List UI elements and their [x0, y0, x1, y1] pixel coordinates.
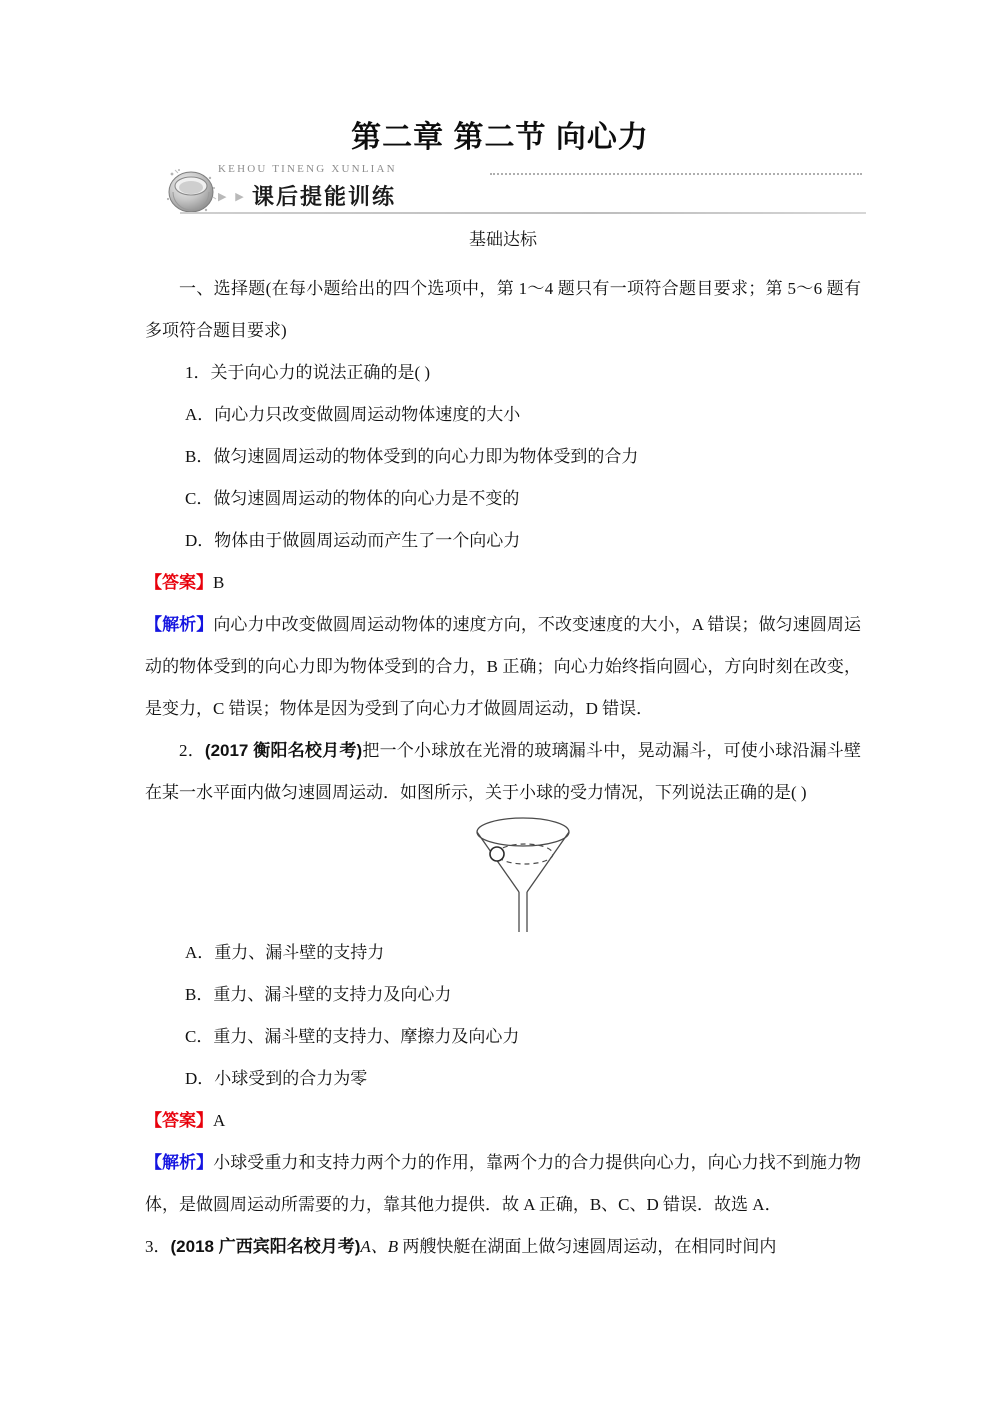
question-2-answer: [145, 1100, 861, 1142]
section-heading: 基础达标: [469, 230, 537, 249]
banner-divider: [180, 212, 866, 214]
question-2-option-d: D．小球受到的合力为零: [185, 1069, 368, 1088]
question-2-stem: [145, 730, 861, 814]
funnel-figure: [145, 814, 861, 932]
instructions-paragraph: 一、选择题(在每小题给出的四个选项中，第 1～4 题只有一项符合题目要求；第 5～6 题有多项符合题目要求): [145, 279, 861, 340]
question-1-option-d: D．物体由于做圆周运动而产生了一个向心力: [185, 531, 521, 550]
question-3-source: (2018 广西宾阳名校月考): [170, 1237, 361, 1256]
solution-label: 【解析】: [145, 1153, 214, 1172]
answer-value: B: [213, 573, 225, 592]
question-1-option-b: B．做匀速圆周运动的物体受到的向心力即为物体受到的合力: [185, 447, 639, 466]
solution-label: 【解析】: [145, 615, 214, 634]
question-2-option-b: B．重力、漏斗壁的支持力及向心力: [185, 985, 452, 1004]
question-2-source: (2017 衡阳名校月考): [204, 741, 363, 760]
answer-label: 【答案】: [145, 1111, 213, 1130]
question-2-number: 2．: [179, 741, 205, 760]
question-1-option-c: C．做匀速圆周运动的物体的向心力是不变的: [185, 489, 520, 508]
solution-text: 向心力中改变做圆周运动物体的速度方向，不改变速度的大小，A 错误；做匀速圆周运动的物体受到的向心力即为物体受到的合力，B 正确；向心力始终指向圆心，方向时刻在改变，是变力，C 错误；物体是因为受到了向心力才做圆周运动，D 错误．: [145, 615, 862, 718]
question-1-solution: [145, 604, 861, 730]
page-title: 第二章 第二节 向心力: [351, 121, 649, 154]
question-1-answer: [145, 562, 861, 604]
question-2-solution: [145, 1142, 861, 1226]
question-3-number: 3．: [145, 1237, 171, 1256]
solution-text: 小球受重力和支持力两个力的作用，靠两个力的合力提供向心力，向心力找不到施力物体，是做圆周运动所需要的力，靠其他力提供．故 A 正确，B、C、D 错误．故选 A．: [145, 1153, 862, 1214]
question-1-stem: 1．关于向心力的说法正确的是( ): [185, 363, 431, 382]
sphere-decoration-icon: [164, 166, 220, 216]
funnel-with-ball-diagram: [463, 814, 583, 932]
question-3-text: 两艘快艇在湖面上做匀速圆周运动，在相同时间内: [398, 1237, 777, 1256]
question-2-option-c: C．重力、漏斗壁的支持力、摩擦力及向心力: [185, 1027, 520, 1046]
question-2-option-a: A．重力、漏斗壁的支持力: [185, 943, 385, 962]
answer-label: 【答案】: [145, 573, 213, 592]
question-3-stem: [145, 1226, 861, 1268]
banner-pinyin-text: KEHOU TINENG XUNLIAN: [218, 163, 397, 175]
exercise-content: [145, 226, 861, 1268]
question-1-option-a: A．向心力只改变做圆周运动物体速度的大小: [185, 405, 521, 424]
banner-title: 课后提能训练: [252, 184, 397, 209]
banner-arrow-icon: ▶ ▶: [218, 191, 247, 203]
section-banner: [160, 160, 866, 218]
question-2-text: 把一个小球放在光滑的玻璃漏斗中，晃动漏斗，可使小球沿漏斗壁在某一水平面内做匀速圆周运动．如图所示，关于小球的受力情况，下列说法正确的是( ): [145, 741, 862, 802]
question-3-labels: A、B: [360, 1237, 399, 1256]
banner-dotted-rule: [490, 173, 862, 175]
answer-value: A: [213, 1111, 226, 1130]
